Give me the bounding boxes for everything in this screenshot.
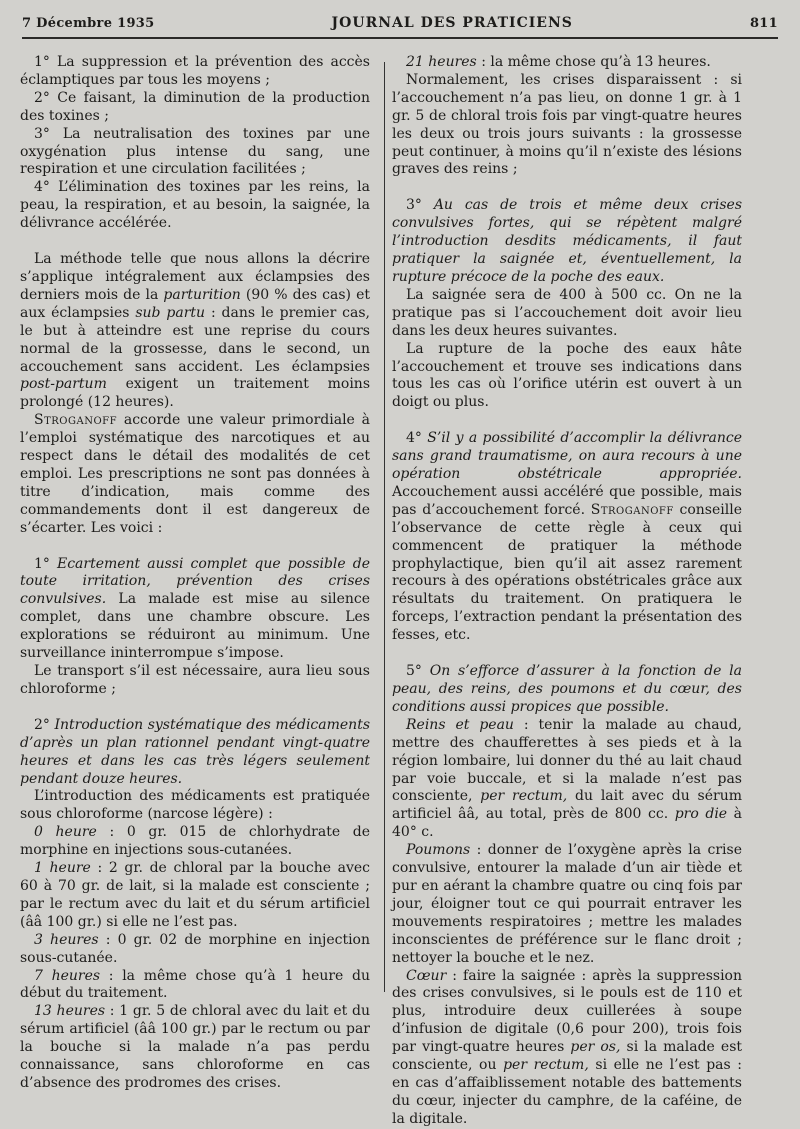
paragraph: 1 heure : 2 gr. de chloral par la bouche avec 60 à 70 gr. de lait, si la malade est consciente ; par le rectum avec du lait et du sérum artificiel (ââ 100 gr.) si elle ne l’est pas. [20,860,371,930]
paragraph: 7 heures : la même chose qu’à 1 heure du début du traitement. [20,967,371,1002]
paragraph: 3° Au cas de trois et même deux crises convulsives fortes, qui se répètent malgré l’introduction desdits médicaments, il faut pratiquer la saignée et, éventuellement, la rupture précoce de la poche des eaux. [392,197,742,285]
paragraph: 1° Ecartement aussi complet que possible de toute irritation, prévention des crises convulsives. La malade est mise au silence complet, dans une chambre obscure. Les explorations se réduiront au minimum. Une surveillance ininterrompue s’impose. [20,555,370,662]
right-column [392,54,742,1129]
journal-title: JOURNAL DES PRATICIENS [331,15,573,31]
paragraph: Le transport s’il est nécessaire, aura lieu sous chloroforme ; [20,663,370,697]
header-date: 7 Décembre 1935 [22,15,155,31]
paragraph: La saignée sera de 400 à 500 cc. On ne la pratique pas si l’accouchement doit avoir lieu dans les deux heures suivantes. [392,286,742,339]
paragraph: 0 heure : 0 gr. 015 de chlorhydrate de morphine en injections sous-cutanées. [20,824,370,859]
paragraph: 5° On s’efforce d’assurer à la fonction de la peau, des reins, des poumons et du cœur, des conditions aussi propices que possible. [392,663,742,715]
page-number: 811 [749,15,778,31]
paragraph: 4° L’élimination des toxines par les reins, la peau, la respiration, et au besoin, la saignée, la délivrance accélérée. [20,179,370,232]
paragraph: 3 heures : 0 gr. 02 de morphine en injection sous-cutanée. [20,931,370,966]
paragraph: Normalement, les crises disparaissent : si l’accouchement n’a pas lieu, on donne 1 gr. à 1 gr. 5 de chloral trois fois par vingt-quatre heures les deux ou trois jours suivants : la grossesse peut continuer, à moins qu’il n’existe des lésions graves des reins ; [392,71,742,178]
paragraph: La rupture de la poche des eaux hâte l’accouchement et trouve ses indications dans tous les cas où l’orifice utérin est ouvert à un doigt ou plus. [392,340,742,411]
paragraph: 4° S’il y a possibilité d’accomplir la délivrance sans grand traumatisme, on aura recours à une opération obstétricale appropriée. Accouchement aussi accéléré que possible, mais pas d’accouchement forcé. Stroganoff conseille l’observance de cette règle à ceux qui commencent de pratiquer la méthode prophylactique, bien qu’il ait assez rarement recours à des opérations obstétricales grâce aux résultats du traitement. On pratiquera le forceps, l’extraction pendant la présentation des fesses, etc. [392,430,742,644]
paragraph: Cœur : faire la saignée : après la suppression des crises convulsives, si le pouls est de 110 et plus, introduire deux cuillerées à soupe d’infusion de digitale (0,6 pour 200), trois fois par vingt-quatre heures per os, si la malade est consciente, ou per rectum, si elle ne l’est pas : en cas d’affaiblissement notable des battements du cœur, injecter du camphre, de la caféine, de la digitale. [392,967,743,1127]
paragraph: 3° La neutralisation des toxines par une oxygénation plus intense du sang, une respiration et une circulation facilitées ; [20,125,370,178]
paragraph: 13 heures : 1 gr. 5 de chloral avec du lait et du sérum artificiel (ââ 100 gr.) par le rectum ou par la bouche si la malade n’a pas perdu connaissance, sans chloroforme en cas d’absence des prodromes des crises. [20,1003,371,1091]
paragraph: 1° La suppression et la prévention des accès éclamptiques par tous les moyens ; [20,54,370,88]
paragraph: La méthode telle que nous allons la décrire s’applique intégralement aux éclampsies des derniers mois de la parturition (90 % des cas) et aux éclampsies sub partu : dans le premier cas, le but à atteindre est une reprise du cours normal de la grossesse, dans le second, un accouchement sans accident. Les éclampsies post-partum exigent un traitement moins prolongé (12 heures). [20,251,370,411]
column-divider [384,62,385,992]
paragraph: 2° Introduction systématique des médicaments d’après un plan rationnel pendant vingt-quatre heures et dans les cas très légers seulement pendant douze heures. [20,716,370,787]
paragraph: Reins et peau : tenir la malade au chaud, mettre des chaufferettes à ses pieds et à la région lombaire, lui donner du thé au lait chaud par voie buccale, et si la malade n’est pas consciente, per rectum, du lait avec du sérum artificiel ââ, au total, près de 800 cc. pro die à 40° c. [392,716,743,841]
paragraph: 21 heures : la même chose qu’à 13 heures. [406,54,711,70]
paragraph: Stroganoff accorde une valeur primordiale à l’emploi systématique des narcotiques et au respect dans le détail des modalités de cet emploi. Les prescriptions ne sont pas données à titre d’indication, mais comme des commandements dont il est dangereux de s’écarter. Les voici : [20,412,371,536]
paragraph: 2° Ce faisant, la diminution de la production des toxines ; [20,89,370,124]
paragraph: L’introduction des médicaments est pratiquée sous chloroforme (narcose légère) : [20,788,370,823]
paragraph: Poumons : donner de l’oxygène après la crise convulsive, entourer la malade d’un air tiède et pur en aérant la chambre quatre ou cinq fois par jour, éloigner tout ce qui pourrait entraver les mouvements respiratoires ; mettre les malades inconscientes de préférence sur le flanc droit ; nettoyer la bouche et le nez. [392,842,742,966]
running-header [22,12,778,34]
left-column [20,54,370,1093]
header-rule [22,37,778,39]
